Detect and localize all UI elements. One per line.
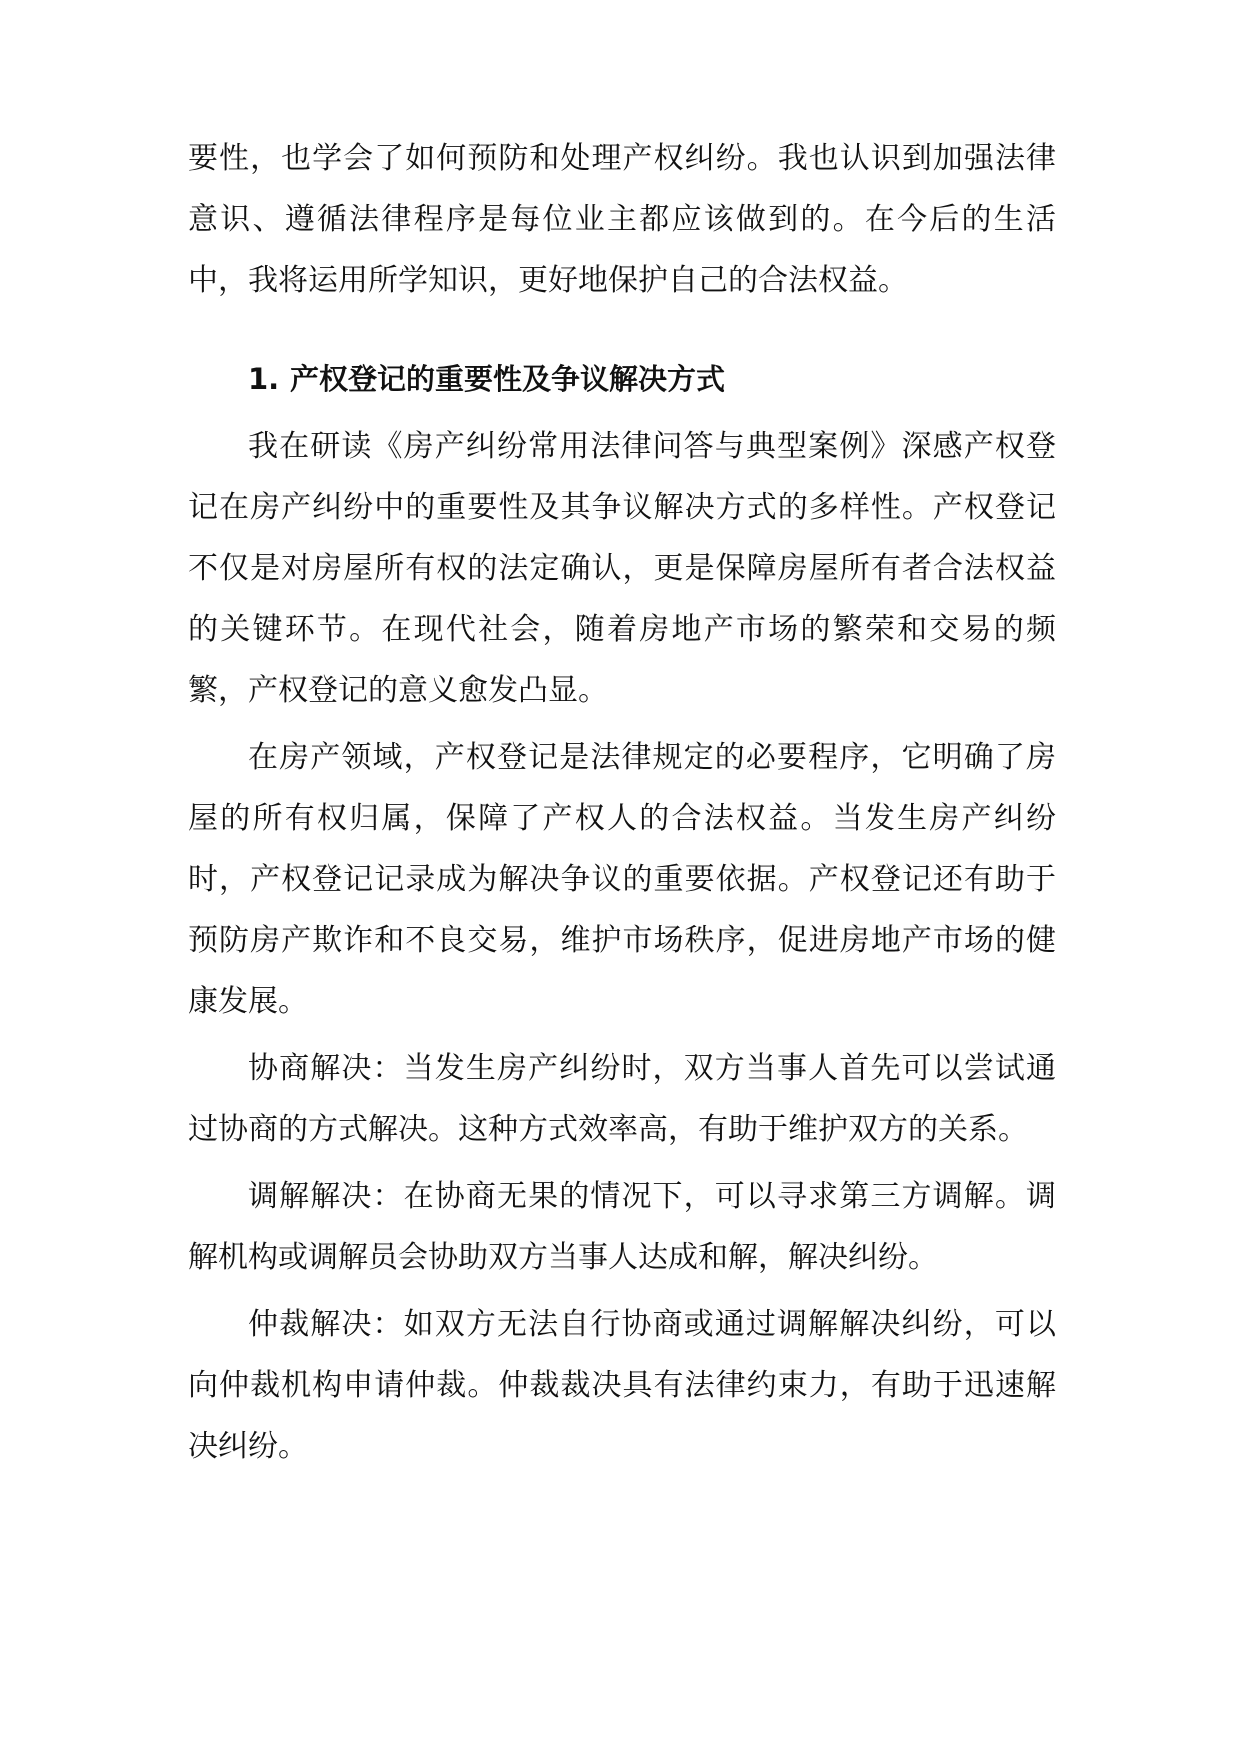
body-paragraph: 调解解决：在协商无果的情况下，可以寻求第三方调解。调解机构或调解员会协助双方当事人达成和解，解决纠纷。 [188, 1179, 1056, 1275]
body-paragraph: 我在研读《房产纠纷常用法律问答与典型案例》深感产权登记在房产纠纷中的重要性及其争议解决方式的多样性。产权登记不仅是对房屋所有权的法定确认，更是保障房屋所有者合法权益的关键环节。在现代社会，随着房地产市场的繁荣和交易的频繁，产权登记的意义愈发凸显。 [188, 429, 1056, 708]
body-paragraph: 仲裁解决：如双方无法自行协商或通过调解解决纠纷，可以向仲裁机构申请仲裁。仲裁裁决具有法律约束力，有助于迅速解决纠纷。 [188, 1307, 1056, 1464]
section-heading [188, 349, 1056, 410]
section-number: 1. [248, 362, 280, 396]
section-title: 产权登记的重要性及争议解决方式 [290, 362, 726, 396]
intro-paragraph: 要性，也学会了如何预防和处理产权纠纷。我也认识到加强法律意识、遵循法律程序是每位业主都应该做到的。在今后的生活中，我将运用所学知识，更好地保护自己的合法权益。 [188, 141, 1056, 298]
body-paragraph: 在房产领域，产权登记是法律规定的必要程序，它明确了房屋的所有权归属，保障了产权人的合法权益。当发生房产纠纷时，产权登记记录成为解决争议的重要依据。产权登记还有助于预防房产欺诈和不良交易，维护市场秩序，促进房地产市场的健康发展。 [188, 740, 1056, 1019]
body-paragraph: 协商解决：当发生房产纠纷时，双方当事人首先可以尝试通过协商的方式解决。这种方式效率高，有助于维护双方的关系。 [188, 1051, 1056, 1147]
document-body [188, 128, 1056, 1477]
